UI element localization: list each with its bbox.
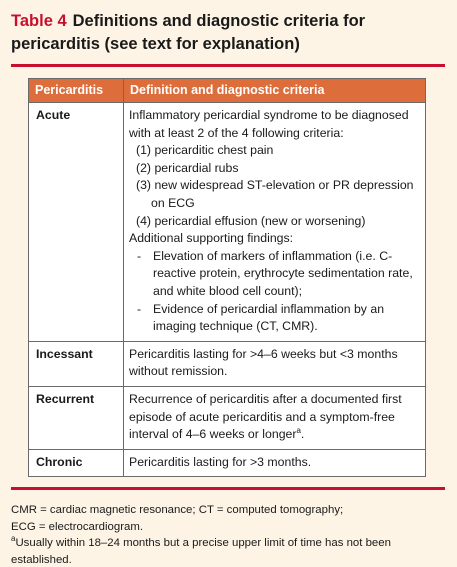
acute-additional-heading: Additional supporting findings: (129, 231, 294, 246)
table-title-text: Definitions and diagnostic criteria for pericarditis (see text for explanation) (11, 12, 366, 53)
table-row-chronic (29, 449, 426, 477)
dash-bullet: - (137, 248, 142, 263)
acute-criterion-1: (1) pericarditic chest pain (136, 143, 274, 158)
table-footnotes (11, 502, 451, 567)
table-row-incessant (29, 341, 426, 386)
row-label-acute: Acute (29, 103, 124, 342)
recurrent-definition-end: . (300, 427, 305, 442)
bottom-rule (11, 487, 445, 490)
acute-criterion-4: (4) pericardial effusion (new or worsening) (136, 213, 366, 228)
table-row-acute (29, 103, 426, 342)
dash-bullet: - (137, 301, 142, 316)
row-definition-chronic: Pericarditis lasting for >3 months. (124, 449, 426, 477)
acute-finding-2 (129, 301, 420, 336)
abbreviations-line-1: CMR = cardiac magnetic resonance; CT = computed tomography; (11, 504, 344, 516)
row-label-incessant: Incessant (29, 341, 124, 386)
acute-finding-2-text: Evidence of pericardial inflammation by an imaging technique (CT, CMR). (153, 301, 385, 334)
table-row-recurrent (29, 386, 426, 449)
header-pericarditis: Pericarditis (29, 79, 124, 103)
table-number: Table 4 (11, 12, 67, 30)
footnote-a-marker: a (11, 534, 16, 544)
header-definition: Definition and diagnostic criteria (124, 79, 426, 103)
acute-criterion-3-cont: on ECG (151, 195, 195, 210)
acute-intro: Inflammatory pericardial syndrome to be diagnosed with at least 2 of the 4 following criteria: (129, 108, 409, 140)
acute-finding-1-text: Elevation of markers of inflammation (i.e. C-reactive protein, erythrocyte sedimentation rate, and white blood cell count); (153, 248, 413, 298)
acute-criterion-2: (2) pericardial rubs (136, 160, 239, 175)
abbreviations-line-2: ECG = electrocardiogram. (11, 520, 143, 533)
recurrent-definition-text: Recurrence of pericarditis after a documented first episode of acute pericarditis and a symptom-free interval of 4–6 weeks or longer (129, 391, 402, 442)
table-title (11, 10, 451, 56)
footnote-marker: a (296, 426, 301, 435)
criteria-table (28, 78, 426, 477)
top-rule (11, 64, 445, 67)
footnote-a-text: Usually within 18–24 months but a precise upper limit of time has not been established. (11, 537, 391, 566)
table-header-row (29, 79, 426, 103)
footnote-a (11, 535, 451, 567)
acute-criterion-3: (3) new widespread ST-elevation or PR depression (136, 178, 414, 193)
row-label-recurrent: Recurrent (29, 386, 124, 449)
acute-finding-1 (129, 248, 420, 301)
row-definition-acute (124, 103, 426, 342)
row-definition-incessant: Pericarditis lasting for >4–6 weeks but <3 months without remission. (124, 341, 426, 386)
row-label-chronic: Chronic (29, 449, 124, 477)
row-definition-recurrent (124, 386, 426, 449)
